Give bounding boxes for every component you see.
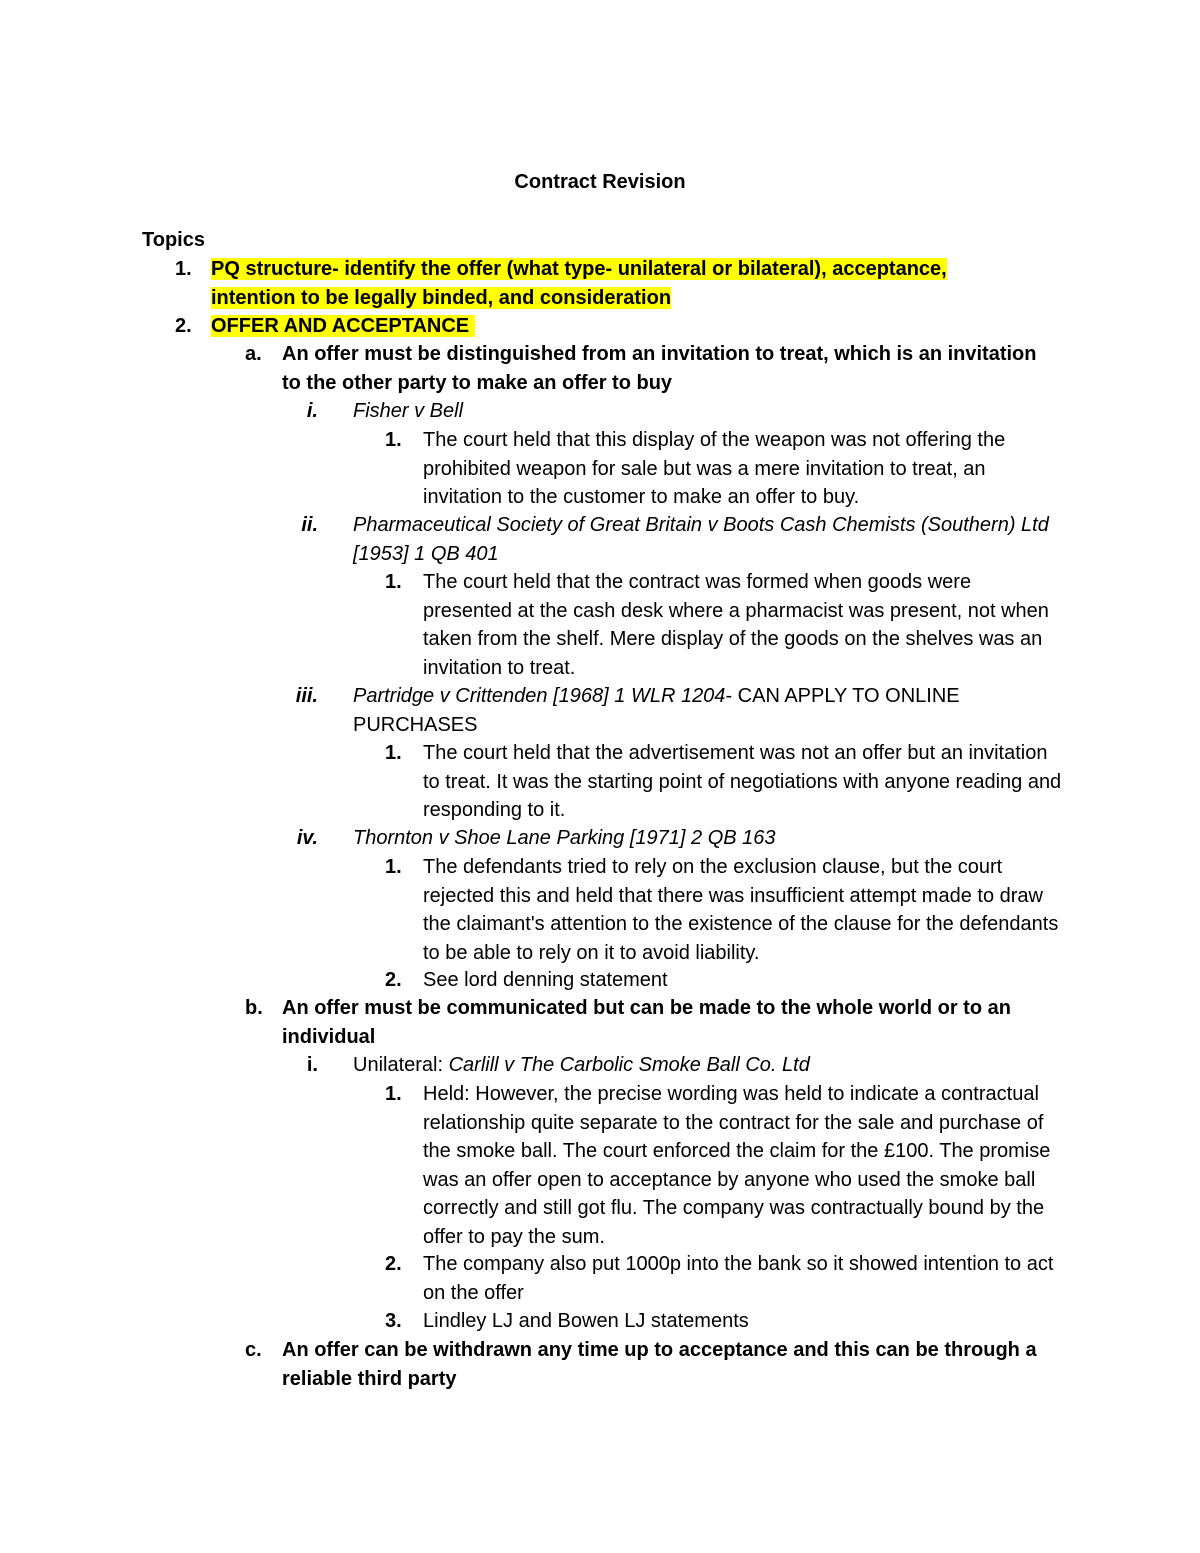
list-marker: 3.: [385, 1310, 402, 1332]
document-title: Contract Revision: [514, 171, 686, 193]
list-item-text: See lord denning statement: [423, 969, 668, 991]
list-item-text: An offer must be distinguished from an invitation to treat, which is an invitation to the other party to make an offer to buy: [282, 343, 1037, 394]
case-name: Carlill v The Carbolic Smoke Ball Co. Ltd: [448, 1054, 810, 1076]
list-item-c: [245, 1336, 1050, 1393]
list-marker: 2.: [385, 1253, 402, 1275]
list-marker: 1.: [385, 429, 402, 451]
list-item-text: The court held that the advertisement was not an offer but an invitation to treat. It was the starting point of negotiations with anyone reading and responding to it.: [423, 742, 1062, 822]
list-marker: 1.: [385, 1083, 402, 1105]
list-item-a-iv-1: [385, 853, 1065, 967]
list-marker: 1.: [385, 856, 402, 878]
case-name: Partridge v Crittenden [1968] 1 WLR 1204: [353, 685, 726, 707]
list-item-text: An offer must be communicated but can be made to the whole world or to an individual: [282, 997, 1011, 1048]
list-marker: b.: [245, 997, 263, 1019]
case-prefix: Unilateral:: [353, 1054, 449, 1076]
list-item-a-i: [280, 397, 1060, 426]
list-item-a-iv-2: [385, 966, 1065, 995]
case-name: Thornton v Shoe Lane Parking [1971] 2 QB 163: [353, 827, 776, 849]
list-item-text: PQ structure- identify the offer (what type- unilateral or bilateral), acceptance, intention to be legally binded, and consideration: [211, 258, 947, 309]
list-item-text: The court held that the contract was formed when goods were presented at the cash desk where a pharmacist was present, not when taken from the shelf. Mere display of the goods on the shelves was an invitation to treat.: [423, 571, 1049, 679]
list-item-text: Held: However, the precise wording was held to indicate a contractual relationship quite separate to the contract for the sale and purchase of the smoke ball. The court enforced the claim for the £100. The promise was an offer open to acceptance by anyone who used the smoke ball correctly and still got flu. The company was contractually bound by the offer to pay the sum.: [423, 1083, 1051, 1248]
list-marker: 1.: [385, 742, 402, 764]
list-marker: ii.: [301, 514, 318, 536]
list-marker: iii.: [295, 685, 318, 707]
list-item-text: An offer can be withdrawn any time up to acceptance and this can be through a reliable third party: [282, 1339, 1037, 1390]
list-marker: i.: [306, 400, 318, 422]
list-marker: iv.: [296, 827, 318, 849]
list-marker: 2.: [175, 315, 192, 337]
list-item-a-iv: [280, 824, 1060, 853]
case-name: Fisher v Bell: [353, 400, 464, 422]
list-item-2: [175, 312, 1035, 341]
list-item-a-i-1: [385, 426, 1065, 512]
list-marker: i.: [306, 1054, 318, 1076]
list-item-b: [245, 994, 1050, 1051]
list-item-a-ii: [280, 511, 1060, 568]
list-marker: 1.: [385, 571, 402, 593]
list-item-text: The company also put 1000p into the bank so it showed intention to act on the offer: [423, 1253, 1054, 1304]
list-item-text: The court held that this display of the weapon was not offering the prohibited weapon for sale but was a mere invitation to treat, an invitation to the customer to make an offer to buy.: [423, 429, 1006, 509]
list-item-b-i-3: [385, 1307, 1065, 1336]
list-item-b-i-1: [385, 1080, 1065, 1252]
list-item-text: The defendants tried to rely on the exclusion clause, but the court rejected this and held that there was insufficient attempt made to draw the claimant's attention to the existence of the clause for the defendants to be able to rely on it to avoid liability.: [423, 856, 1059, 964]
list-item-text: Lindley LJ and Bowen LJ statements: [423, 1310, 749, 1332]
list-item-1: [175, 255, 1035, 312]
list-item-a-iii: [280, 682, 1060, 739]
list-marker: 2.: [385, 969, 402, 991]
case-note: - CAN APPLY TO ONLINE PURCHASES: [353, 685, 960, 736]
list-item-a-iii-1: [385, 739, 1065, 825]
topics-heading: Topics: [142, 229, 205, 251]
list-item-a-ii-1: [385, 568, 1065, 682]
list-marker: 1.: [175, 258, 192, 280]
list-marker: a.: [245, 343, 262, 365]
case-name: Pharmaceutical Society of Great Britain v Boots Cash Chemists (Southern) Ltd [1953] 1 QB 401: [353, 514, 1049, 565]
list-item-a: [245, 340, 1050, 397]
list-marker: c.: [245, 1339, 262, 1361]
list-item-b-i: [280, 1051, 1060, 1080]
list-item-text: OFFER AND ACCEPTANCE: [211, 315, 475, 337]
list-item-b-i-2: [385, 1250, 1065, 1307]
